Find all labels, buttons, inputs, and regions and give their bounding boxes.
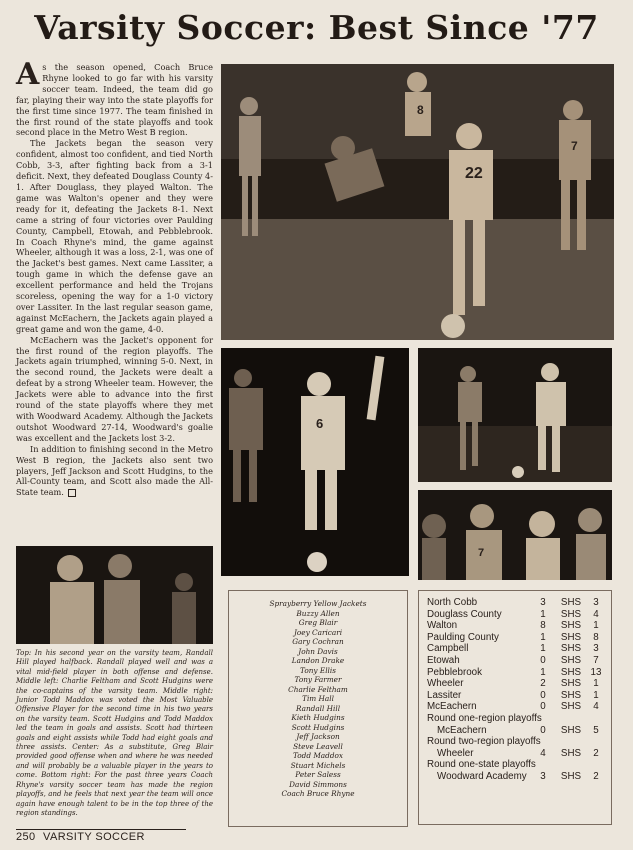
roster-name: Peter Saless xyxy=(295,770,341,779)
story-paragraph: As the season opened, Coach Bruce Rhyne looked to go far with his varsity soccer team. Indeed, the team did go far, playing their way into the state playoffs for the first time since 1977. The team finished in the first round of the state playoffs and took second place in the Metro West B region. xyxy=(16,57,213,138)
result-shs-score: 1 xyxy=(593,678,599,690)
roster-name: Gary Cochran xyxy=(292,637,344,646)
result-opponent-score: 1 xyxy=(540,608,546,620)
result-shs-score: 8 xyxy=(593,631,599,643)
jersey-number: 7 xyxy=(571,139,578,153)
result-shs-score: 4 xyxy=(593,608,599,620)
roster-name: Tony Farmer xyxy=(294,675,342,684)
result-opponent: Woodward Academy xyxy=(437,770,527,782)
result-opponent-score: 0 xyxy=(540,701,546,713)
season-results xyxy=(418,590,612,825)
roster-name: Tony Ellis xyxy=(300,665,336,675)
result-opponent-score: 1 xyxy=(540,631,546,643)
page-footer xyxy=(16,831,145,843)
result-opponent-score: 0 xyxy=(540,689,546,701)
result-team: SHS xyxy=(560,654,582,666)
result-opponent-score: 4 xyxy=(540,747,546,759)
story-paragraph: McEachern was the Jacket's opponent for the first round of the region playoffs. The Jackets again triumphed, winning 5-0. Next, in the second round, the Jackets were dealt a defeat by a strong Wheeler team. However, the Jackets were able to advance into the first round of the state playoffs where they met with Woodward Academy. Although the Jackets outshot Woodward 27-14, Woodward's goalie was excellent and the Jackets lost 3-2. xyxy=(16,334,213,443)
result-opponent-score: 1 xyxy=(540,643,546,655)
result-shs-score: 13 xyxy=(590,666,602,678)
roster-name: Coach Bruce Rhyne xyxy=(281,789,355,798)
result-shs-score: 4 xyxy=(593,701,599,713)
result-shs-score: 2 xyxy=(593,770,599,782)
roster-name: Charlie Feltham xyxy=(288,684,348,694)
photo-caption: Top: In his second year on the varsity team, Randall Hill played halfback. Randall played well and was a vital mid-field player in both offense and defense. Middle left: Charlie Feltham and Scott Hudgins were the co-captains of the varsity team. Middle right: Junior Todd Maddox was voted the Most Valuable Offensive Player for the second time in his two years on the varsity team. Scott Hudgins and Todd Maddox led the team in goals and assists. Scott had thirteen goals and eight assists while Todd had eight goals and three assists. Center: As a substitute, Greg Blair provided good offense when and where he was needed and will probably be a valuable player in the years to come. Bottom right: For the past three years Coach Rhyne's varsity soccer team has made the region playoffs, and he feels that next year the team will once again have enough talent to be in the top three of the region standings. xyxy=(16,649,213,817)
jersey-number: 7 xyxy=(478,547,485,559)
result-opponent-score: 0 xyxy=(540,654,546,666)
story-paragraph: In addition to finishing second in the Metro West B region, the Jackets also sent two players, Jeff Jackson and Scott Hudgins, to the All-County team, and Scott also made the All-State team. xyxy=(16,443,213,498)
photo-center-greg-blair xyxy=(16,546,213,644)
roster-name: Randall Hill xyxy=(295,703,341,713)
result-team: SHS xyxy=(560,666,582,678)
playoff-round-label: Round one-state playoffs xyxy=(427,759,536,771)
jersey-number: 8 xyxy=(417,103,424,117)
roster-name: Joey Caricari xyxy=(293,627,343,637)
roster-name: Tim Hall xyxy=(302,694,334,703)
roster-name: Buzzy Allen xyxy=(296,608,340,618)
photo-bottom-right-coach xyxy=(418,490,612,580)
result-opponent: Wheeler xyxy=(427,678,464,690)
playoff-round-label: Round two-region playoffs xyxy=(427,736,541,748)
result-opponent: Paulding County xyxy=(427,631,499,643)
result-opponent: McEachern xyxy=(437,724,487,736)
results-table xyxy=(427,597,605,783)
result-team: SHS xyxy=(560,689,582,701)
jersey-number: 6 xyxy=(316,416,324,431)
result-opponent: McEachern xyxy=(427,701,477,713)
result-shs-score: 2 xyxy=(593,747,599,759)
result-shs-score: 5 xyxy=(593,724,599,736)
roster-name: Kieth Hudgins xyxy=(291,713,345,722)
drop-cap: A xyxy=(16,57,40,92)
result-opponent-score: 8 xyxy=(540,620,546,632)
story-paragraph: The Jackets began the season very confident, almost too confident, and tied North Cobb, 3-3, after fighting back from a 3-1 deficit. Next, they defeated Douglass County 4-1. After Douglass, they played Walton. The game was Walton's opener and they were ready for it, defeating the Jackets 8-1. Next came a string of four victories over Paulding County, Campbell, Etowah, and Pebblebrook. In Coach Rhyne's mind, the game against Wheeler, although it was a loss, 2-1, was one of the Jacket's best games. Next came Lassiter, a tough game in which the defense gave an excellent performance and held the Trojans scoreless, opening the way for a 1-0 victory over Lassiter. In the last regular season game, against McEachern, the Jackets again played a great game and won the game, 4-0. xyxy=(16,138,213,334)
result-shs-score: 1 xyxy=(593,620,599,632)
result-shs-score: 7 xyxy=(593,654,599,666)
roster-name: Steve Leavell xyxy=(293,741,343,751)
result-opponent-score: 2 xyxy=(540,678,546,690)
result-team: SHS xyxy=(560,678,582,690)
team-roster xyxy=(228,590,408,827)
photo-middle-right-todd-maddox xyxy=(418,348,612,482)
result-opponent-score: 3 xyxy=(540,597,546,608)
result-shs-score: 3 xyxy=(593,597,599,608)
result-opponent: Lassiter xyxy=(427,689,462,701)
result-team: SHS xyxy=(560,608,582,620)
result-team: SHS xyxy=(560,770,582,782)
section-name: VARSITY SOCCER xyxy=(43,831,145,843)
result-opponent-score: 3 xyxy=(540,770,546,782)
result-team: SHS xyxy=(560,643,582,655)
story-column xyxy=(16,57,213,498)
result-shs-score: 3 xyxy=(593,643,599,655)
result-opponent: Etowah xyxy=(427,654,460,666)
result-team: SHS xyxy=(560,631,582,643)
end-mark xyxy=(68,489,76,497)
roster-name: Stuart Michels xyxy=(290,760,346,770)
result-opponent: Campbell xyxy=(427,643,469,655)
roster-name: Todd Maddox xyxy=(292,751,344,760)
roster-name: John Davis xyxy=(298,646,338,656)
jersey-number: 22 xyxy=(465,165,483,182)
result-team: SHS xyxy=(560,597,582,608)
photo-top-randall-hill xyxy=(221,64,614,340)
playoff-round-label: Round one-region playoffs xyxy=(427,712,542,724)
result-team: SHS xyxy=(560,620,582,632)
roster-name: Jeff Jackson xyxy=(296,732,340,741)
footer-rule xyxy=(16,829,186,830)
roster-name: Landon Drake xyxy=(291,656,345,665)
result-opponent: Walton xyxy=(427,620,458,632)
roster-name: David Simmons xyxy=(289,779,347,789)
roster-name: Greg Blair xyxy=(298,618,338,627)
result-opponent-score: 0 xyxy=(540,724,546,736)
result-opponent: Wheeler xyxy=(437,747,474,759)
roster-name: Scott Hudgins xyxy=(291,722,345,732)
result-opponent-score: 1 xyxy=(540,666,546,678)
result-team: SHS xyxy=(560,701,582,713)
photo-middle-left-captains xyxy=(221,348,409,576)
result-shs-score: 1 xyxy=(593,689,599,701)
result-opponent: Douglass County xyxy=(427,608,502,620)
page-title: Varsity Soccer: Best Since '77 xyxy=(34,8,599,47)
result-team: SHS xyxy=(560,724,582,736)
roster-title: Sprayberry Yellow Jackets xyxy=(269,599,367,608)
result-opponent: North Cobb xyxy=(427,597,478,608)
result-team: SHS xyxy=(560,747,582,759)
page-number: 250 xyxy=(16,831,36,843)
result-opponent: Pebblebrook xyxy=(427,666,483,678)
